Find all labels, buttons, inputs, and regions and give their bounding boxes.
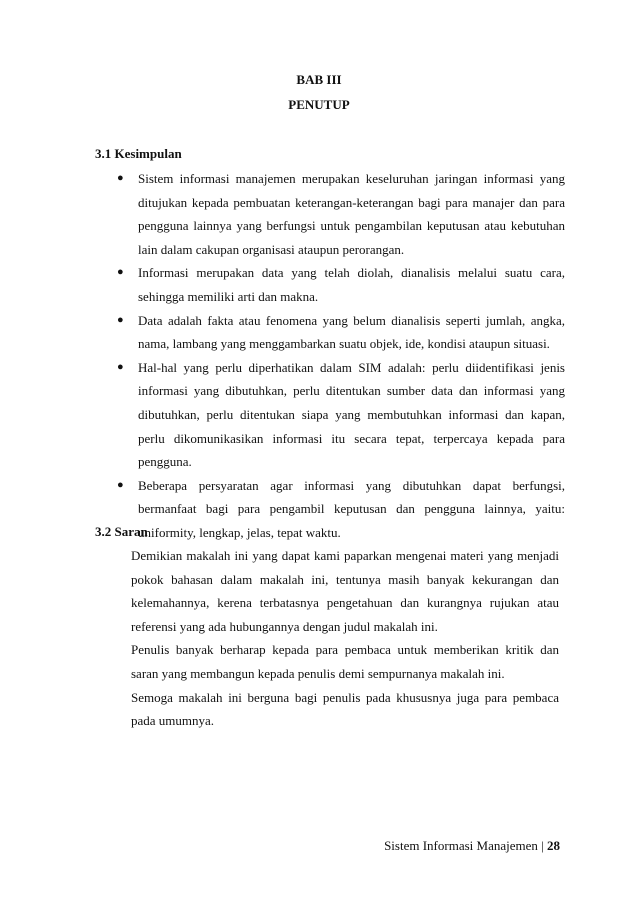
- kesimpulan-list: [95, 167, 565, 545]
- bullet-icon: ●: [117, 266, 124, 279]
- saran-body: [131, 544, 559, 733]
- list-item-text: Data adalah fakta atau fenomena yang belum dianalisis seperti jumlah, angka, nama, lambang yang menggambarkan suatu objek, ide, kondisi ataupun situasi.: [138, 312, 565, 352]
- chapter-number: BAB III: [296, 72, 342, 87]
- paragraph: Penulis banyak berharap kepada para pembaca untuk memberikan kritik dan saran yang membangun kepada penulis demi sempurnanya makalah ini.: [131, 642, 559, 681]
- list-item-text: Beberapa persyaratan agar informasi yang dibutuhkan dapat berfungsi, bermanfaat bagi para pengambil keputusan dan pengguna lainnya, yaitu: uniformity, lengkap, jelas, tepat waktu.: [138, 477, 565, 540]
- list-item: [95, 356, 565, 474]
- section-heading-kesimpulan: 3.1 Kesimpulan: [95, 146, 182, 161]
- list-item: [95, 261, 565, 308]
- chapter-title: PENUTUP: [288, 97, 350, 112]
- paragraph: Semoga makalah ini berguna bagi penulis pada khususnya juga para pembaca pada umumnya.: [131, 689, 559, 729]
- list-item: [95, 309, 565, 356]
- list-item: [95, 167, 565, 261]
- footer-separator: |: [537, 838, 547, 853]
- bullet-icon: ●: [117, 313, 124, 326]
- list-item-text: Sistem informasi manajemen merupakan keseluruhan jaringan informasi yang ditujukan kepada pembuatan keterangan-keterangan bagi para manajer dan para pengguna lainnya yang berfungsi untuk pengambilan keputusan atau kebutuhan lain dalam cakupan organisasi ataupun perorangan.: [138, 171, 565, 257]
- page-footer: [384, 838, 560, 854]
- list-item-text: Informasi merupakan data yang telah diolah, dianalisis melalui suatu cara, sehingga memiliki arti dan makna.: [138, 265, 565, 304]
- bullet-icon: ●: [117, 360, 124, 373]
- bullet-icon: ●: [117, 172, 124, 184]
- page-number: 28: [547, 838, 560, 853]
- section-heading-saran: 3.2 Saran: [95, 524, 148, 539]
- list-item-text: Hal-hal yang perlu diperhatikan dalam SIM adalah: perlu diidentifikasi jenis informasi yang dibutuhkan, perlu ditentukan sumber data dan informasi yang dibutuhkan, perlu ditentukan siapa yang membutuhkan informasi dan kapan, perlu dikomunikasikan informasi itu secara tepat, terpercaya kepada para pengguna.: [138, 359, 565, 470]
- bullet-icon: ●: [117, 478, 124, 491]
- paragraph: Demikian makalah ini yang dapat kami paparkan mengenai materi yang menjadi pokok bahasan dalam makalah ini, tentunya masih banyak kekurangan dan kelemahannya, kerena terbatasnya pengetahuan dan kurangnya rujukan atau referensi yang ada hubungannya dengan judul makalah ini.: [131, 548, 559, 634]
- footer-title: Sistem Informasi Manajemen: [384, 838, 538, 853]
- list-item: [95, 474, 565, 545]
